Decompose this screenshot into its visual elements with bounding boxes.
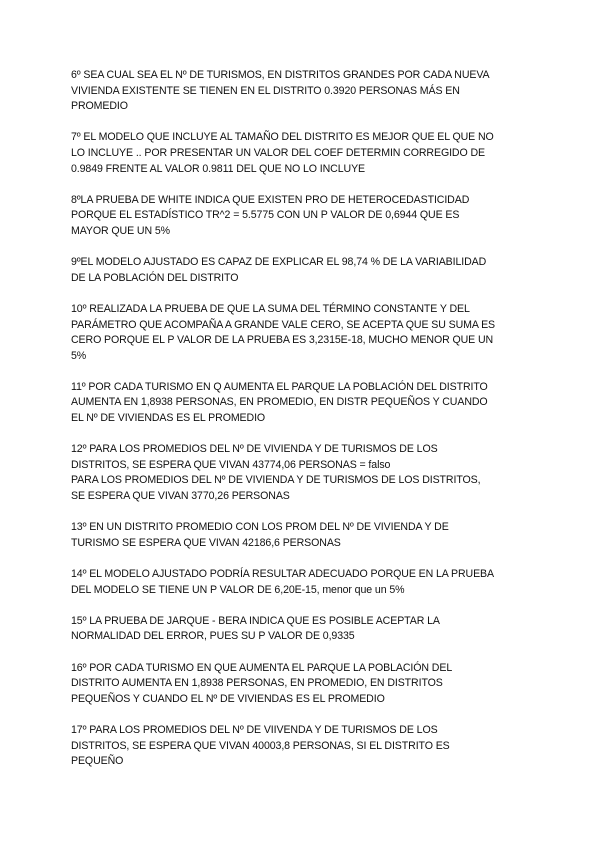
document-body — [71, 68, 541, 785]
text-line: 6º SEA CUAL SEA EL Nº DE TURISMOS, EN DISTRITOS GRANDES POR CADA NUEVA — [71, 69, 490, 81]
text-line: CERO PORQUE EL P VALOR DE LA PRUEBA ES 3,2315E-18, MUCHO MENOR QUE UN — [71, 334, 494, 347]
text-line: 7º EL MODELO QUE INCLUYE AL TAMAÑO DEL DISTRITO ES MEJOR QUE EL QUE NO — [71, 131, 494, 144]
text-line: 16º POR CADA TURISMO EN QUE AUMENTA EL PARQUE LA POBLACIÓN DEL — [71, 661, 453, 674]
text-line: AUMENTA EN 1,8938 PERSONAS, EN PROMEDIO, EN DISTR PEQUEÑOS Y CUANDO — [71, 396, 488, 409]
text-line: 14º EL MODELO AJUSTADO PODRÍA RESULTAR ADECUADO PORQUE EN LA PRUEBA — [71, 568, 494, 580]
text-line: 15º LA PRUEBA DE JARQUE - BERA INDICA QUE ES POSIBLE ACEPTAR LA — [71, 614, 440, 627]
paragraph-16 — [71, 661, 541, 708]
text-line: 13º EN UN DISTRITO PROMEDIO CON LOS PROM DEL Nº DE VIVIENDA Y DE — [71, 521, 449, 534]
text-line: VIVIENDA EXISTENTE SE TIENEN EN EL DISTRITO 0.3920 PERSONAS MÁS EN — [71, 84, 460, 97]
paragraph-10 — [71, 302, 541, 364]
text-line: 12º PARA LOS PROMEDIOS DEL Nº DE VIVIENDA Y DE TURISMOS DE LOS — [71, 443, 438, 456]
paragraph-14 — [71, 567, 541, 598]
text-line: PARÁMETRO QUE ACOMPAÑA A GRANDE VALE CERO, SE ACEPTA QUE SU SUMA ES — [71, 318, 496, 331]
text-line: 0.9849 FRENTE AL VALOR 0.9811 DEL QUE NO LO INCLUYE — [71, 162, 366, 175]
text-line: PEQUEÑOS Y CUANDO EL Nº DE VIVIENDAS ES EL PROMEDIO — [71, 692, 385, 705]
paragraph-6 — [71, 68, 541, 115]
text-line: DISTRITOS, SE ESPERA QUE VIVAN 40003,8 PERSONAS, SI EL DISTRITO ES — [71, 739, 450, 752]
paragraph-13 — [71, 520, 541, 551]
paragraph-15 — [71, 614, 541, 645]
text-line: NORMALIDAD DEL ERROR, PUES SU P VALOR DE 0,9335 — [71, 630, 355, 643]
text-line: 11º POR CADA TURISMO EN Q AUMENTA EL PARQUE LA POBLACIÓN DEL DISTRITO — [71, 380, 488, 393]
text-line: DE LA POBLACIÓN DEL DISTRITO — [71, 271, 239, 284]
text-line: 17º PARA LOS PROMEDIOS DEL Nº DE VIIVENDA Y DE TURISMOS DE LOS — [71, 723, 438, 736]
text-line: 10º REALIZADA LA PRUEBA DE QUE LA SUMA DEL TÉRMINO CONSTANTE Y DEL — [71, 302, 470, 315]
text-line: PORQUE EL ESTADÍSTICO TR^2 = 5.5775 CON UN P VALOR DE 0,6944 QUE ES — [71, 209, 460, 222]
text-line: MAYOR QUE UN 5% — [71, 224, 170, 237]
text-line: DISTRITOS, SE ESPERA QUE VIVAN 43774,06 PERSONAS = falso — [71, 458, 391, 471]
paragraph-17 — [71, 723, 541, 770]
text-line: DISTRITO AUMENTA EN 1,8938 PERSONAS, EN PROMEDIO, EN DISTRITOS — [71, 677, 443, 690]
text-line: DEL MODELO SE TIENE UN P VALOR DE 6,20E-15, menor que un 5% — [71, 583, 405, 596]
text-line: 8ºLA PRUEBA DE WHITE INDICA QUE EXISTEN PRO DE HETEROCEDASTICIDAD — [71, 193, 470, 206]
text-line: PARA LOS PROMEDIOS DEL Nº DE VIVIENDA Y DE TURISMOS DE LOS DISTRITOS, — [71, 474, 481, 487]
paragraph-9 — [71, 255, 541, 286]
paragraph-12 — [71, 442, 541, 504]
paragraph-11 — [71, 380, 541, 427]
text-line: PROMEDIO — [71, 100, 128, 113]
text-line: SE ESPERA QUE VIVAN 3770,26 PERSONAS — [71, 490, 290, 503]
paragraph-8 — [71, 193, 541, 240]
text-line: TURISMO SE ESPERA QUE VIVAN 42186,6 PERSONAS — [71, 536, 341, 549]
text-line: 9ºEL MODELO AJUSTADO ES CAPAZ DE EXPLICAR EL 98,74 % DE LA VARIABILIDAD — [71, 256, 487, 269]
text-line: PEQUEÑO — [71, 755, 124, 768]
text-line: LO INCLUYE .. POR PRESENTAR UN VALOR DEL COEF DETERMIN CORREGIDO DE — [71, 146, 485, 159]
text-line: EL Nº DE VIVIENDAS ES EL PROMEDIO — [71, 412, 266, 425]
text-line: 5% — [71, 349, 87, 362]
paragraph-7 — [71, 130, 541, 177]
